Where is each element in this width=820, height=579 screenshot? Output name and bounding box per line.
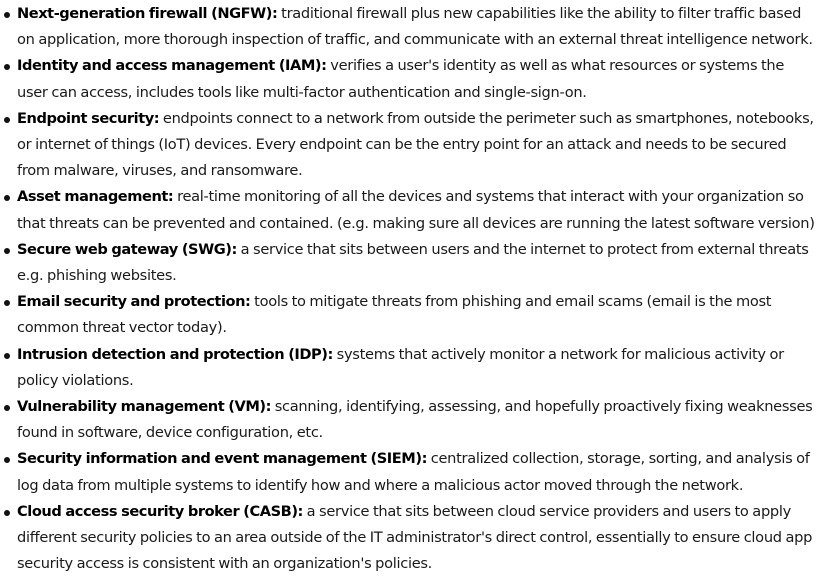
item-term: Vulnerability management (VM): (17, 398, 272, 416)
item-description: a service that sits between users and the internet to protect from external threats e.g. phishing websites. (17, 240, 809, 285)
list-item-endpoint-security (0, 106, 820, 185)
security-tools-list (0, 1, 820, 577)
item-term: Intrusion detection and protection (IDP): (17, 345, 333, 363)
list-item-iam (0, 53, 820, 105)
list-item-ngfw (0, 1, 820, 53)
item-description: a service that sits between cloud service providers and users to apply different security policies to an area outside of the IT administrator's direct control, essentially to ensure cloud app security access is consistent with an organization's policies. (17, 502, 813, 573)
list-item-siem (0, 446, 820, 498)
item-term: Secure web gateway (SWG): (17, 240, 237, 258)
item-term: Identity and access management (IAM): (17, 57, 327, 75)
item-description: systems that actively monitor a network for malicious activity or policy violations. (17, 345, 784, 389)
item-description: endpoints connect to a network from outside the perimeter such as smartphones, notebooks, or internet of things (IoT) devices. Every endpoint can be the entry point for an attack and needs to be secured from malware, viruses, and ransomware. (17, 109, 814, 180)
item-description: tools to mitigate threats from phishing and email scams (email is the most common threat vector today). (17, 293, 772, 337)
list-item-swg (0, 237, 820, 289)
item-term: Security information and event management (SIEM): (17, 450, 427, 468)
list-item-casb (0, 499, 820, 578)
item-description: real-time monitoring of all the devices and systems that interact with your organization so that threats can be prevented and contained. (e.g. making sure all devices are running the latest software version) (17, 188, 815, 232)
item-term: Asset management: (17, 188, 174, 206)
item-description: verifies a user's identity as well as what resources or systems the user can access, includes tools like multi-factor authentication and single-sign-on. (17, 57, 785, 101)
item-term: Next-generation firewall (NGFW): (17, 5, 278, 22)
list-item-asset-management (0, 184, 820, 236)
list-item-email-security (0, 289, 820, 341)
item-description: traditional firewall plus new capabilities like the ability to filter traffic based on application, more thorough inspection of traffic, and communicate with an external threat intelligence network. (17, 5, 813, 49)
item-term: Cloud access security broker (CASB): (17, 502, 303, 520)
item-description: scanning, identifying, assessing, and hopefully proactively fixing weaknesses found in software, device configuration, etc. (17, 398, 813, 442)
item-term: Email security and protection: (17, 293, 251, 311)
item-description: centralized collection, storage, sorting, and analysis of log data from multiple systems to identify how and where a malicious actor moved through the network. (17, 450, 810, 494)
list-item-vm (0, 394, 820, 446)
item-term: Endpoint security: (17, 109, 160, 127)
list-item-idp (0, 342, 820, 394)
